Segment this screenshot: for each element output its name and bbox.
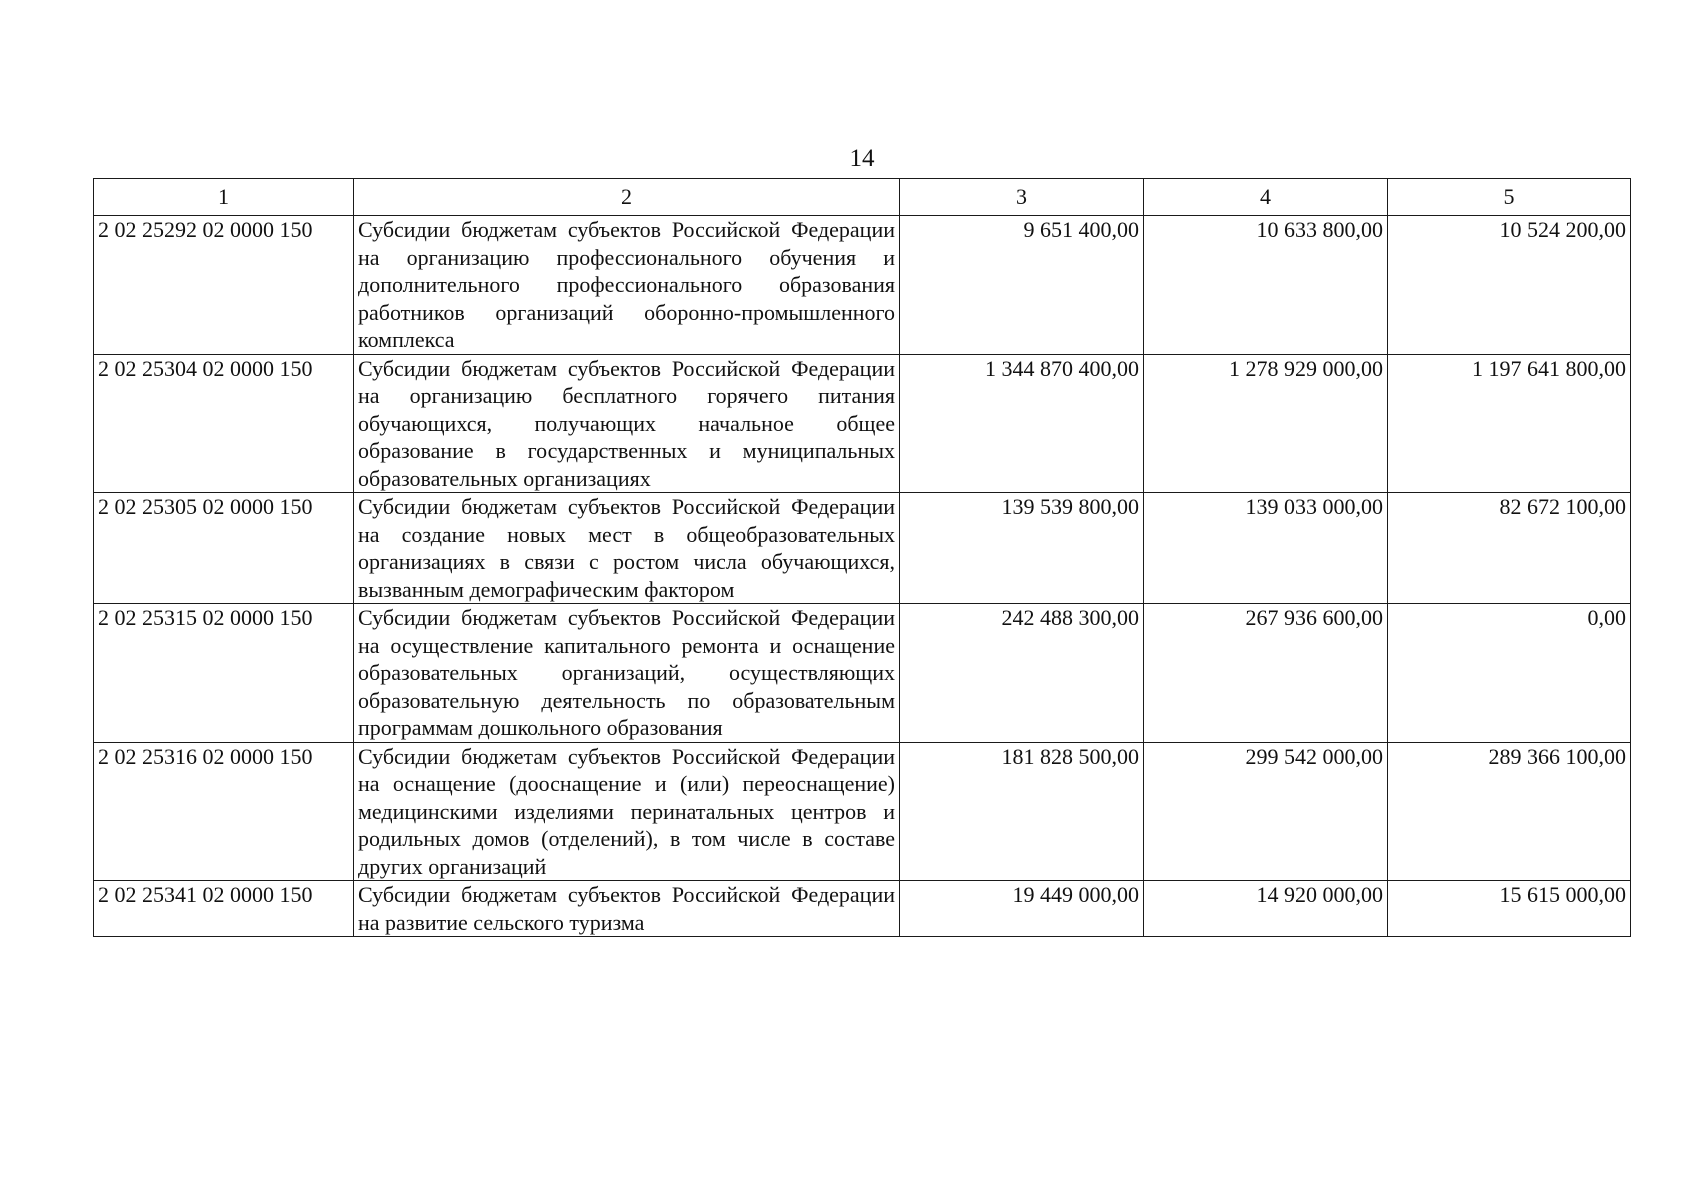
description-cell: Субсидии бюджетам субъектов Российской Федерации на организацию профессионального обучения и дополнительного профессионального образования работников организаций оборонно-промышленного комплекса (354, 216, 900, 355)
amount-col4-cell: 299 542 000,00 (1144, 742, 1388, 881)
description-cell: Субсидии бюджетам субъектов Российской Федерации на оснащение (дооснащение и (или) переоснащение) медицинскими изделиями перинатальных центров и родильных домов (отделений), в том числе в составе других организаций (354, 742, 900, 881)
amount-col5-cell: 82 672 100,00 (1388, 493, 1631, 604)
budget-code-cell: 2 02 25315 02 0000 150 (94, 604, 354, 743)
amount-col3-cell: 9 651 400,00 (900, 216, 1144, 355)
table-row (94, 493, 1631, 604)
amount-col3-cell: 242 488 300,00 (900, 604, 1144, 743)
budget-code-cell: 2 02 25292 02 0000 150 (94, 216, 354, 355)
amount-col3-cell: 139 539 800,00 (900, 493, 1144, 604)
budget-code-cell: 2 02 25305 02 0000 150 (94, 493, 354, 604)
amount-col3-cell: 19 449 000,00 (900, 881, 1144, 937)
amount-col5-cell: 289 366 100,00 (1388, 742, 1631, 881)
description-cell: Субсидии бюджетам субъектов Российской Федерации на организацию бесплатного горячего питания обучающихся, получающих начальное общее образование в государственных и муниципальных образовательных организациях (354, 354, 900, 493)
page-number: 14 (849, 145, 875, 172)
budget-code-cell: 2 02 25304 02 0000 150 (94, 354, 354, 493)
header-row (94, 179, 1631, 216)
amount-col3-cell: 181 828 500,00 (900, 742, 1144, 881)
description-cell: Субсидии бюджетам субъектов Российской Федерации на создание новых мест в общеобразовательных организациях в связи с ростом числа обучающихся, вызванным демографическим фактором (354, 493, 900, 604)
header-col-1: 1 (94, 179, 354, 216)
amount-col5-cell: 1 197 641 800,00 (1388, 354, 1631, 493)
amount-col5-cell: 0,00 (1388, 604, 1631, 743)
header-col-5: 5 (1388, 179, 1631, 216)
description-cell: Субсидии бюджетам субъектов Российской Федерации на осуществление капитального ремонта и оснащение образовательных организаций, осуществляющих образовательную деятельность по образовательным программам дошкольного образования (354, 604, 900, 743)
budget-code-cell: 2 02 25316 02 0000 150 (94, 742, 354, 881)
header-col-3: 3 (900, 179, 1144, 216)
header-col-2: 2 (354, 179, 900, 216)
table-row (94, 881, 1631, 937)
amount-col4-cell: 1 278 929 000,00 (1144, 354, 1388, 493)
table-row (94, 604, 1631, 743)
amount-col5-cell: 15 615 000,00 (1388, 881, 1631, 937)
amount-col4-cell: 267 936 600,00 (1144, 604, 1388, 743)
amount-col4-cell: 14 920 000,00 (1144, 881, 1388, 937)
description-cell: Субсидии бюджетам субъектов Российской Федерации на развитие сельского туризма (354, 881, 900, 937)
header-col-4: 4 (1144, 179, 1388, 216)
table-row (94, 216, 1631, 355)
amount-col4-cell: 10 633 800,00 (1144, 216, 1388, 355)
budget-table (93, 178, 1631, 937)
amount-col5-cell: 10 524 200,00 (1388, 216, 1631, 355)
amount-col3-cell: 1 344 870 400,00 (900, 354, 1144, 493)
amount-col4-cell: 139 033 000,00 (1144, 493, 1388, 604)
budget-code-cell: 2 02 25341 02 0000 150 (94, 881, 354, 937)
table-row (94, 742, 1631, 881)
table-row (94, 354, 1631, 493)
